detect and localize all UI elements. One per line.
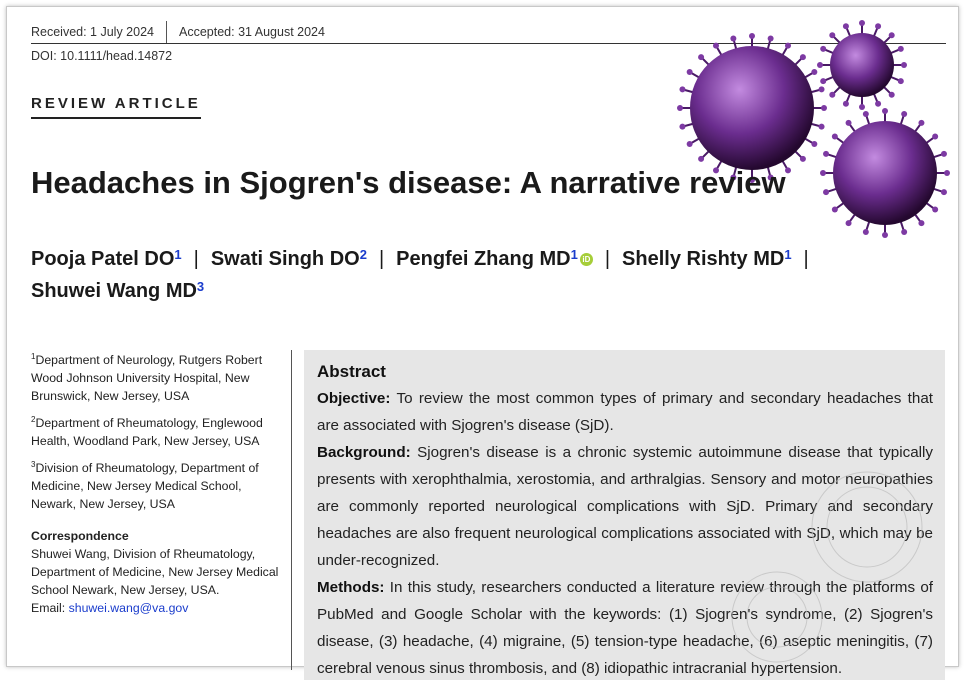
author[interactable]: Pengfei Zhang $MD^1$ iD: [396, 248, 593, 270]
date-divider: [166, 21, 167, 43]
affiliation-ref[interactable]: 1: [784, 247, 792, 262]
abstract-background: Background: Sjogren's disease is a chronic systemic autoimmune disease that typically presents with xerophthalmia, xerostomia, and arthralgias. Sensory and motor neuropathies are commonly reported neurological complications with SjD. Primary and secondary headaches are also frequent neurological complications associated with SjD, which may be under-recognized.: [317, 444, 933, 569]
accepted-date: Accepted: 31 August 2024: [179, 25, 325, 39]
virus-illustration: [667, 13, 957, 253]
abstract-objective: Objective: To review the most common types of primary and secondary headaches that are associated with Sjogren's disease (SjD).: [317, 390, 933, 434]
affiliation-ref[interactable]: 1: [570, 247, 578, 262]
author[interactable]: Shuwei Wang $MD^3$: [31, 279, 205, 302]
email-link[interactable]: shuwei.wang@va.gov: [68, 601, 189, 616]
doi: DOI: 10.1111/head.14872: [31, 49, 173, 63]
abstract-heading: Abstract: [317, 362, 386, 381]
article-page: [6, 6, 959, 677]
abstract-methods: Methods: In this study, researchers conducted a literature review through the platforms of PubMed and Google Scholar with the keywords: (1) Sjogren's syndrome, (2) Sjogren's disease, (3) headache, (4) migraine, (5) tension-type headache, (6) aseptic meningitis, (7) cerebral venous sinus thrombosis, and (8) idiopathic intracranial hypertension.: [317, 579, 933, 677]
publication-dates: [31, 21, 325, 43]
orcid-icon[interactable]: iD: [580, 253, 593, 266]
affiliation: $^2$Department of Rheumatology, Englewood Health, Woodland Park, New Jersey, USA: [31, 415, 263, 449]
author[interactable]: Swati Singh $DO^2$: [210, 247, 367, 270]
correspondence-text: Shuwei Wang, Division of Rheumatology, Department of Medicine, New Jersey Medical School Newark, New Jersey, USA. Email: shuwei.wang@va.gov: [31, 547, 279, 616]
affiliation: $^1$Department of Neurology, Rutgers Robert Wood Johnson University Hospital, New Brunswick, New Jersey, USA: [31, 352, 263, 404]
abstract-box: [304, 350, 945, 680]
author-list: Pooja Patel $DO^1$ | Swati Singh $DO^2$ | Pengfei Zhang $MD^1$ iD | Shelly Rishty $MD^1$ | Shuwei Wang $MD^3$: [31, 247, 809, 302]
author[interactable]: Pooja Patel $DO^1$: [31, 247, 182, 270]
article-title: Headaches in Sjogren's disease: A narrative review: [31, 165, 786, 200]
correspondence-heading: Correspondence: [31, 529, 129, 544]
affiliations-column: [31, 348, 281, 617]
received-date: Received: 1 July 2024: [31, 25, 154, 39]
affiliation: $^3$Division of Rheumatology, Department of Medicine, New Jersey Medical School, Newark, New Jersey, USA: [31, 460, 259, 512]
author[interactable]: Shelly Rishty $MD^1$: [622, 247, 792, 270]
affiliation-ref[interactable]: 3: [196, 279, 205, 294]
affiliation-ref[interactable]: 2: [359, 247, 367, 262]
affiliation-ref[interactable]: 1: [174, 247, 182, 262]
article-type: REVIEW ARTICLE: [31, 95, 201, 119]
column-divider: [291, 350, 292, 670]
